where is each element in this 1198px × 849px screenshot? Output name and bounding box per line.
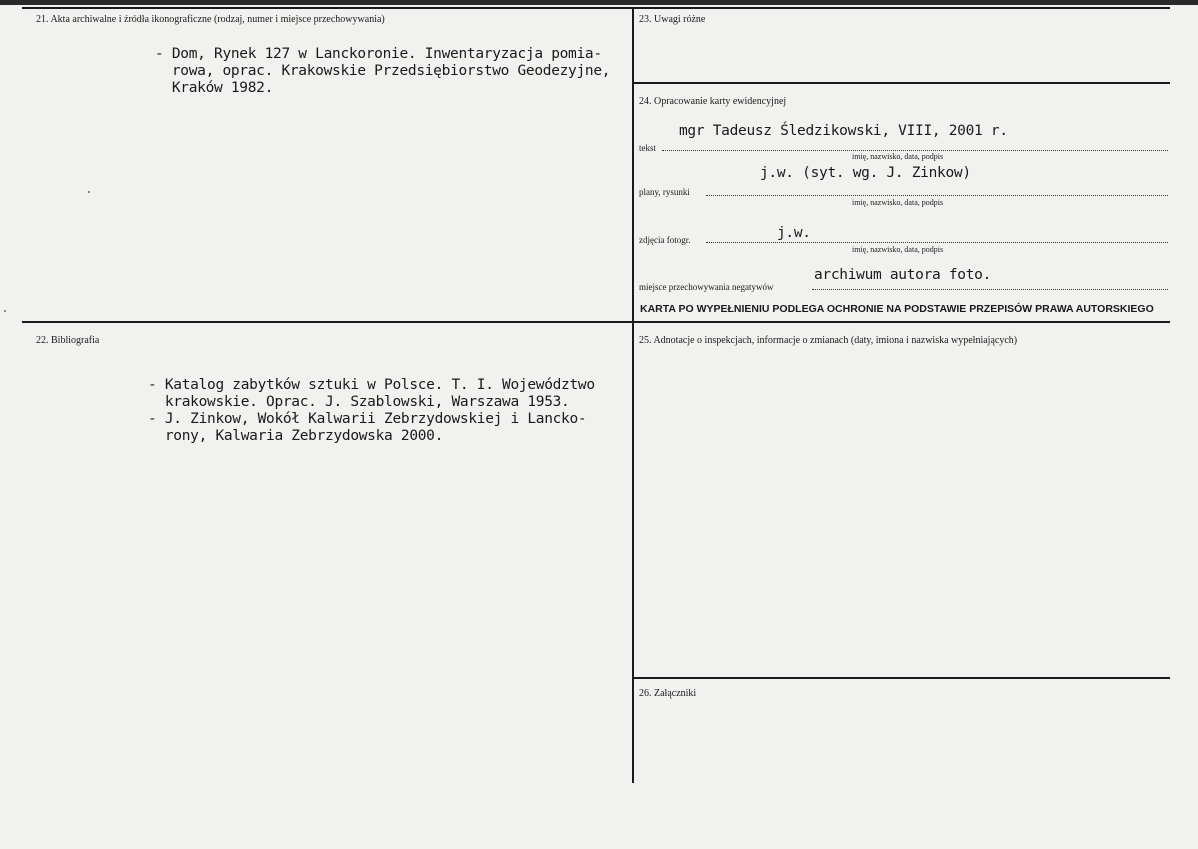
- plany-dotted-line: [706, 195, 1168, 196]
- zdjecia-dotted-line: [706, 242, 1168, 243]
- top-edge-strip: [0, 0, 1198, 5]
- bibliography-line: - Katalog zabytków sztuki w Polsce. T. I. Województwo: [148, 377, 595, 393]
- scan-speck: [4, 310, 6, 312]
- zdjecia-label: zdjęcia fotogr.: [639, 235, 691, 245]
- zdjecia-value: j.w.: [777, 225, 811, 241]
- plany-value: j.w. (syt. wg. J. Zinkow): [760, 165, 971, 181]
- section-21-line: rowa, oprac. Krakowskie Przedsiębiorstwo Geodezyjne,: [155, 63, 611, 79]
- divider-23-24: [633, 82, 1170, 84]
- bibliography-line: rony, Kalwaria Zebrzydowska 2000.: [148, 428, 444, 444]
- tekst-label: tekst: [639, 143, 656, 153]
- bibliography-line: krakowskie. Oprac. J. Szablowski, Warszawa 1953.: [148, 394, 570, 410]
- divider-21-22: [22, 321, 1170, 323]
- bibliography-line: - J. Zinkow, Wokół Kalwarii Zebrzydowskiej i Lancko-: [148, 411, 587, 427]
- section-23-title: 23. Uwagi różne: [639, 14, 706, 25]
- copyright-notice: KARTA PO WYPEŁNIENIU PODLEGA OCHRONIE NA PODSTAWIE PRZEPISÓW PRAWA AUTORSKIEGO: [640, 303, 1154, 315]
- plany-label: plany, rysunki: [639, 187, 690, 197]
- section-26-title: 26. Załączniki: [639, 688, 697, 699]
- section-24-title: 24. Opracowanie karty ewidencyjnej: [639, 96, 787, 107]
- negatywy-label: miejsce przechowywania negatywów: [639, 282, 774, 292]
- negatywy-dotted-line: [812, 289, 1168, 290]
- zdjecia-caption: imię, nazwisko, data, podpis: [852, 245, 944, 254]
- tekst-caption: imię, nazwisko, data, podpis: [852, 152, 944, 161]
- center-divider: [632, 7, 634, 783]
- section-25-title: 25. Adnotacje o inspekcjach, informacje o zmianach (daty, imiona i nazwiska wypełniających): [639, 335, 1018, 346]
- tekst-dotted-line: [662, 150, 1168, 151]
- scan-speck: [88, 191, 90, 193]
- tekst-value: mgr Tadeusz Śledzikowski, VIII, 2001 r.: [679, 123, 1008, 139]
- section-21-line: - Dom, Rynek 127 w Lanckoronie. Inwentaryzacja pomia-: [155, 46, 602, 62]
- plany-caption: imię, nazwisko, data, podpis: [852, 198, 944, 207]
- divider-25-26: [633, 677, 1170, 679]
- section-21-line: Kraków 1982.: [155, 80, 274, 96]
- section-21-title: 21. Akta archiwalne i źródła ikonograficzne (rodzaj, numer i miejsce przechowywania): [36, 14, 385, 25]
- section-22-title: 22. Bibliografia: [36, 335, 100, 346]
- top-border-line: [22, 7, 1170, 9]
- negatywy-value: archiwum autora foto.: [814, 267, 992, 283]
